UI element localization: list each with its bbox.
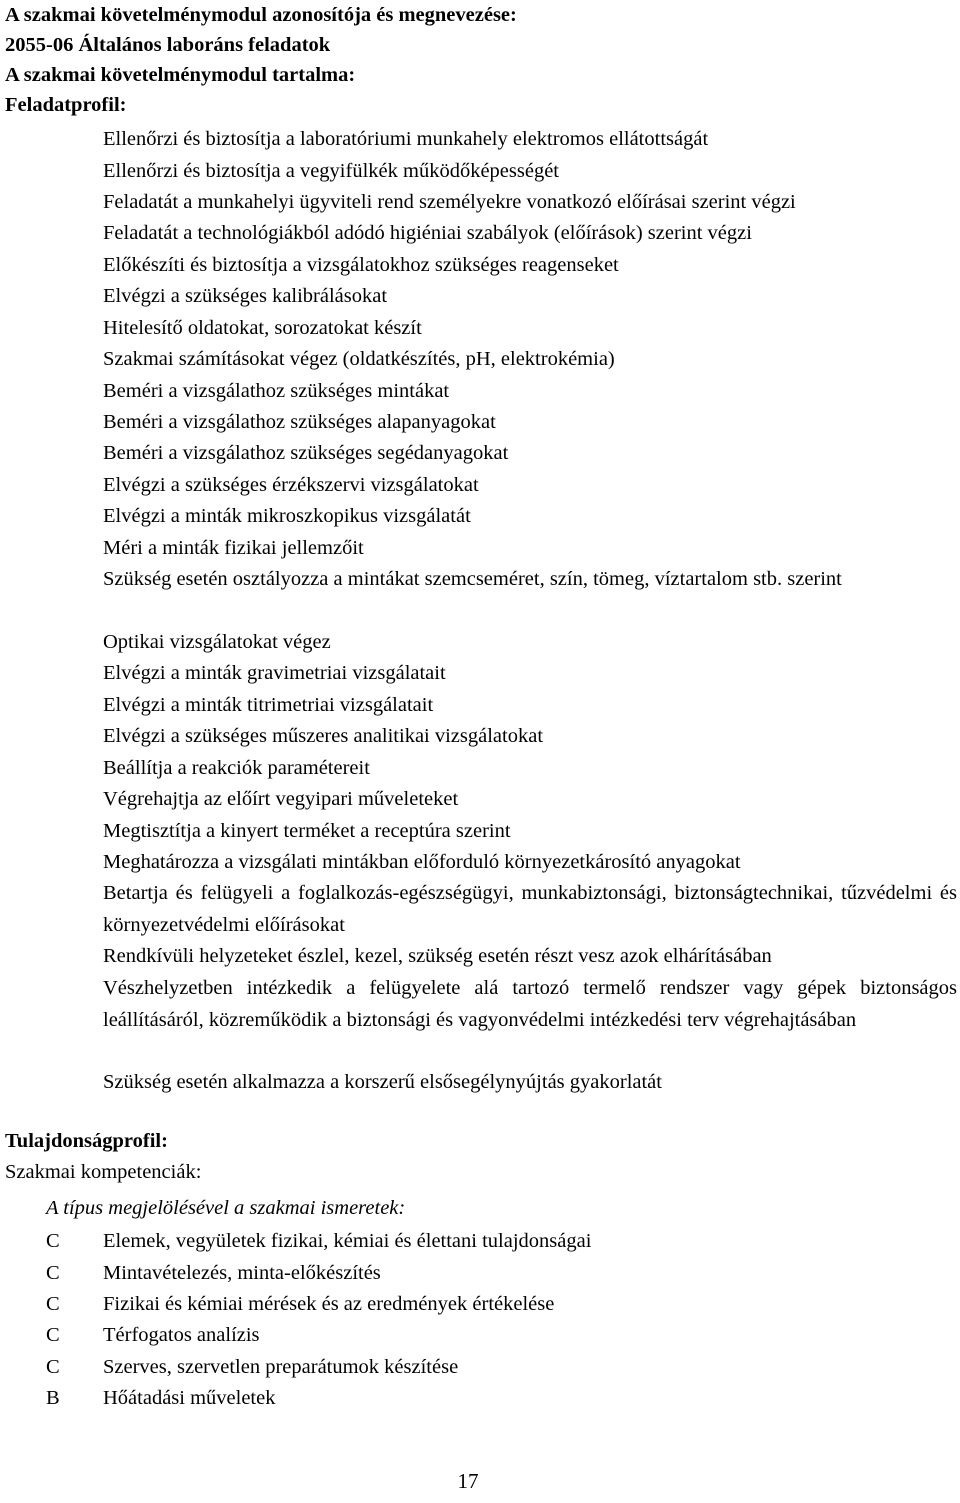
task-item: Elvégzi a szükséges érzékszervi vizsgálatokat <box>103 474 479 496</box>
module-content-heading: A szakmai követelménymodul tartalma: <box>5 64 356 86</box>
task-item: Optikai vizsgálatokat végez <box>103 631 331 653</box>
competency-level: C <box>46 1262 60 1284</box>
competency-text: Fizikai és kémiai mérések és az eredmények értékelése <box>103 1293 555 1315</box>
page-number: 17 <box>457 1469 479 1493</box>
task-item: Szakmai számításokat végez (oldatkészítés, pH, elektrokémia) <box>103 348 615 370</box>
task-item: Betartja és felügyeli a foglalkozás-egészségügyi, munkabiztonsági, biztonságtechnikai, tűzvédelmi és környezetvédelmi előírásokat <box>103 882 957 936</box>
task-item: Elvégzi a minták gravimetriai vizsgálatait <box>103 662 446 684</box>
competency-level: C <box>46 1230 60 1252</box>
task-item: Előkészíti és biztosítja a vizsgálatokhoz szükséges reagenseket <box>103 254 619 276</box>
property-profile-heading: Tulajdonságprofil: <box>5 1130 168 1152</box>
task-item: Meghatározza a vizsgálati mintákban előforduló környezetkárosító anyagokat <box>103 851 741 873</box>
task-item: Vészhelyzetben intézkedik a felügyelete alá tartozó termelő rendszer vagy gépek biztonságos leállításáról, közreműködik a biztonsági és vagyonvédelmi intézkedési terv végrehajtásában <box>103 977 957 1031</box>
task-item: Feladatát a technológiákból adódó higiéniai szabályok (előírások) szerint végzi <box>103 222 752 244</box>
knowledge-type-label: A típus megjelölésével a szakmai ismeretek: <box>46 1197 406 1219</box>
competency-text: Elemek, vegyületek fizikai, kémiai és élettani tulajdonságai <box>103 1230 592 1252</box>
competency-text: Térfogatos analízis <box>103 1324 260 1346</box>
module-id-heading: A szakmai követelménymodul azonosítója és megnevezése: <box>5 4 517 26</box>
task-item: Hitelesítő oldatokat, sorozatokat készít <box>103 317 422 339</box>
module-code-title: 2055-06 Általános laboráns feladatok <box>5 34 331 56</box>
task-item: Szükség esetén alkalmazza a korszerű elsősegélynyújtás gyakorlatát <box>103 1071 662 1093</box>
competency-text: Mintavételezés, minta-előkészítés <box>103 1262 381 1284</box>
competency-text: Hőátadási műveletek <box>103 1387 276 1409</box>
task-item: Beállítja a reakciók paramétereit <box>103 757 370 779</box>
competency-level: C <box>46 1324 60 1346</box>
task-item: Ellenőrzi és biztosítja a vegyifülkék működőképességét <box>103 160 559 182</box>
professional-competencies-label: Szakmai kompetenciák: <box>5 1161 202 1183</box>
task-item: Megtisztítja a kinyert terméket a receptúra szerint <box>103 820 511 842</box>
task-item: Beméri a vizsgálathoz szükséges segédanyagokat <box>103 442 509 464</box>
task-item: Feladatát a munkahelyi ügyviteli rend személyekre vonatkozó előírásai szerint végzi <box>103 191 796 213</box>
task-item: Szükség esetén osztályozza a mintákat szemcseméret, szín, tömeg, víztartalom stb. szerint <box>103 568 842 590</box>
competency-level: C <box>46 1356 60 1378</box>
task-item: Végrehajtja az előírt vegyipari műveleteket <box>103 788 459 810</box>
task-item: Elvégzi a minták mikroszkopikus vizsgálatát <box>103 505 471 527</box>
task-item: Elvégzi a minták titrimetriai vizsgálatait <box>103 694 434 716</box>
task-item: Méri a minták fizikai jellemzőit <box>103 537 364 559</box>
task-item: Beméri a vizsgálathoz szükséges mintákat <box>103 380 450 402</box>
task-item: Elvégzi a szükséges műszeres analitikai vizsgálatokat <box>103 725 544 747</box>
task-item: Ellenőrzi és biztosítja a laboratóriumi munkahely elektromos ellátottságát <box>103 128 709 150</box>
competency-text: Szerves, szervetlen preparátumok készítése <box>103 1356 459 1378</box>
task-profile-heading: Feladatprofil: <box>5 94 127 116</box>
competency-level: B <box>46 1387 60 1409</box>
task-item: Elvégzi a szükséges kalibrálásokat <box>103 285 388 307</box>
task-item: Rendkívüli helyzeteket észlel, kezel, szükség esetén részt vesz azok elhárításában <box>103 945 772 967</box>
task-item: Beméri a vizsgálathoz szükséges alapanyagokat <box>103 411 496 433</box>
competency-level: C <box>46 1293 60 1315</box>
